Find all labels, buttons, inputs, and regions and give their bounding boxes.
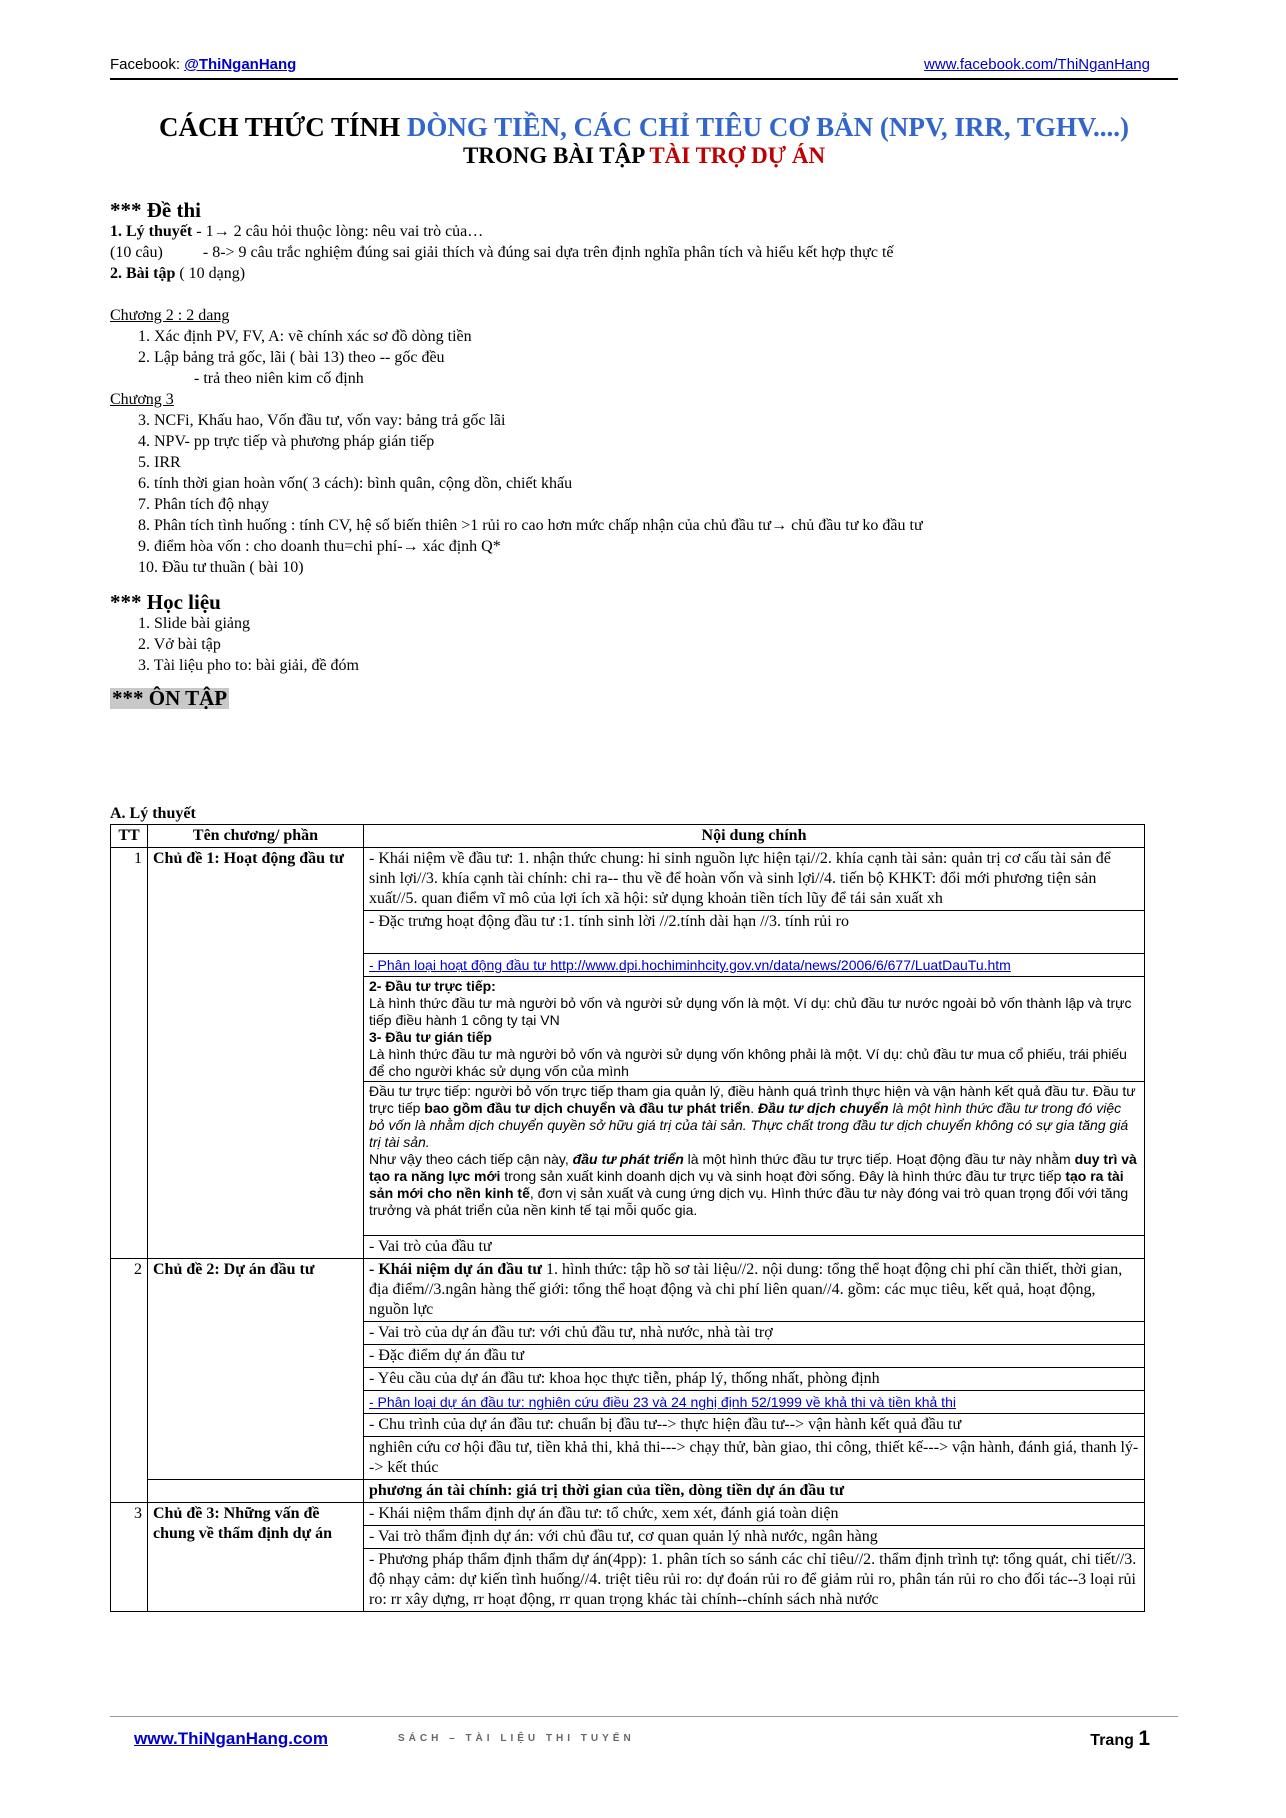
content-cell: - Yêu cầu của dự án đầu tư: khoa học thực tiễn, pháp lý, thống nhất, phòng định	[364, 1368, 1145, 1391]
facebook-label: Facebook:	[110, 56, 181, 73]
exam-heading: *** Đề thi	[110, 198, 201, 222]
text-span: trong sản xuất kinh doanh dịch vụ và sinh hoạt đời sống. Đây là hình thức đầu tư trực tiếp	[500, 1168, 1066, 1184]
main-content	[110, 200, 1178, 711]
content-cell: - Đặc trưng hoạt động đầu tư :1. tính sinh lời //2.tính dài hạn //3. tính rủi ro	[364, 911, 1145, 954]
materials-heading: *** Học liệu	[110, 590, 221, 614]
text-span: Như vậy theo cách tiếp cận này,	[369, 1151, 573, 1167]
list-item: 10. Đầu tư thuần ( bài 10)	[138, 559, 304, 576]
list-item: 6. tính thời gian hoàn vốn( 3 cách): bình quân, cộng dồn, chiết khấu	[138, 475, 573, 492]
text-span: đầu tư phát triển	[572, 1151, 684, 1167]
row-title: Chủ đề 2: Dự án đầu tư	[148, 1259, 364, 1480]
chapter2-list	[110, 326, 1178, 389]
exercise-label: 2. Bài tập	[110, 265, 176, 282]
footer-site-link[interactable]: www.ThiNganHang.com	[134, 1729, 328, 1748]
row-number: 1	[111, 848, 148, 1259]
content-cell	[364, 1259, 1145, 1322]
content-cell	[364, 954, 1145, 977]
list-item: 1. Slide bài giảng	[138, 615, 250, 632]
chapter3-list	[110, 410, 1178, 578]
content-cell: phương án tài chính: giá trị thời gian của tiền, dòng tiền dự án đầu tư	[364, 1480, 1145, 1503]
theory-text: - 1→ 2 câu hỏi thuộc lòng: nêu vai trò của…	[192, 223, 484, 240]
header-chapter: Tên chương/ phần	[148, 825, 364, 848]
content-cell: - Chu trình của dự án đầu tư: chuẩn bị đầu tư--> thực hiện đầu tư--> vận hành kết quả đầu tư	[364, 1414, 1145, 1437]
page-label: Trang	[1090, 1732, 1139, 1749]
text-span: là một hình thức đầu tư trong đó việc bỏ vốn là nhằm dịch chuyển quyền sở hữu giá trị của tài sản. Thực chất trong đầu tư dịch chuyển không có sự gia tăng giá trị tài sản.	[369, 1100, 1129, 1150]
chapter2-title: Chương 2 : 2 dang	[110, 307, 230, 324]
theory-count: (10 câu)	[110, 244, 163, 261]
theory-line-2	[110, 242, 1178, 263]
content-cell	[364, 1082, 1145, 1236]
text-span: 1. hình thức: tập hồ sơ tài liệu//2. nội dung: tổng thể hoạt động chi phí cần thiết, thời gian, địa điểm//3.ngân hàng thế giới: tổng thể hoạt động và chi phí liên quan//4. gồm: các mục tiêu, kết quả, hoạt động, nguồn lực	[369, 1261, 1123, 1318]
content-cell: - Khái niệm về đầu tư: 1. nhận thức chung: hi sinh nguồn lực hiện tại//2. khía cạnh tài sản: quản trị cơ cấu tài sản để sinh lợi//3. khía cạnh tài chính: chi ra-- thu về để hoàn vốn và sinh lợi//4. tiến bộ KHKT: đổi mới phương tiện sản xuất//5. quan điểm vĩ mô của lợi ích xã hội: sử dụng khoản tiền tích lũy để tái sản xuất xh	[364, 848, 1145, 911]
theory-text-2: - 8-> 9 câu trắc nghiệm đúng sai giải thích và đúng sai dựa trên định nghĩa phân tích và hiểu kết hợp thực tế	[202, 244, 894, 261]
text-span: Đầu tư trực tiếp: người bỏ vốn trực tiếp tham gia quản lý, điều hành quá trình thực hiện và vận hành kết quả đầu tư. Đầu tư trực tiếp	[369, 1083, 1136, 1116]
title-line-1-b: DÒNG TIỀN, CÁC CHỈ TIÊU CƠ BẢN (NPV, IRR, TGHV....)	[406, 112, 1129, 142]
title-line-1-a: CÁCH THỨC TÍNH	[159, 112, 407, 142]
materials-list	[110, 613, 1178, 676]
list-item: 4. NPV- pp trực tiếp và phương pháp gián tiếp	[138, 433, 435, 450]
row-title	[148, 1480, 364, 1503]
theory-table	[110, 824, 1145, 1612]
text-span: duy trì và tạo ra năng lực mới	[369, 1151, 1137, 1184]
content-cell: - Đặc điểm dự án đầu tư	[364, 1345, 1145, 1368]
list-sub-item: - trả theo niên kim cố định	[194, 370, 364, 387]
list-item: 7. Phân tích độ nhạy	[138, 496, 270, 513]
list-item: 1. Xác định PV, FV, A: vẽ chính xác sơ đồ dòng tiền	[138, 328, 472, 345]
indirect-investment-title: 3- Đầu tư gián tiếp	[369, 1029, 492, 1045]
table-row	[111, 848, 1145, 911]
watermark	[710, 10, 742, 60]
title-line-2-b: TÀI TRỢ DỰ ÁN	[649, 143, 826, 168]
page-header	[110, 56, 1178, 80]
content-cell: - Phương pháp thẩm định thẩm dự án(4pp): 1. phân tích so sánh các chỉ tiêu//2. thẩm định trình tự: tổng quát, chi tiết//3. độ nhạy cảm: dự kiến tình huống//4. triệt tiêu rủi ro: dự đoán rủi ro để giảm rủi ro, phân tán rủi ro cho đối tác--3 loại rủi ro: rr xây dựng, rr hoạt động, rr quan trọng khác tài chính--chính sách nhà nước	[364, 1549, 1145, 1612]
project-classification-link[interactable]: - Phân loại dự án đầu tư: nghiên cứu điều 23 và 24 nghị định 52/1999 về khả thi và tiền khả thi	[369, 1394, 956, 1410]
page-footer	[110, 1716, 1178, 1750]
direct-investment-text: Là hình thức đầu tư mà người bỏ vốn và người sử dụng vốn là một. Ví dụ: chủ đầu tư nước ngoài bỏ vốn thành lập và trực tiếp điều hành 1 công ty tại VN	[369, 995, 1132, 1028]
row-title: Chủ đề 1: Hoạt động đầu tư	[148, 848, 364, 1259]
list-item: 9. điểm hòa vốn : cho doanh thu=chi phí-→ xác định Q*	[138, 538, 501, 555]
page-number	[1090, 1727, 1150, 1751]
text-span: tạo ra tài sản mới cho nền kinh tế	[369, 1168, 1124, 1201]
facebook-handle-link[interactable]: @ThiNganHang	[184, 56, 297, 73]
list-item: 3. NCFi, Khấu hao, Vốn đầu tư, vốn vay: bảng trả gốc lãi	[138, 412, 506, 429]
table-row	[111, 1259, 1145, 1322]
exercise-line	[110, 263, 1178, 284]
list-item: 8. Phân tích tình huống : tính CV, hệ số biến thiên >1 rủi ro cao hơn mức chấp nhận của chủ đầu tư→ chủ đầu tư ko đầu tư	[138, 517, 923, 534]
text-span: bao gồm đầu tư dịch chuyển và đầu tư phát triển	[424, 1100, 751, 1116]
direct-investment-title: 2- Đầu tư trực tiếp:	[369, 978, 496, 994]
title-line-2	[110, 143, 1178, 169]
text-span: - Khái niệm dự án đầu tư	[369, 1261, 543, 1278]
content-cell: - Vai trò của đầu tư	[364, 1236, 1145, 1259]
title-line-2-a: TRONG BÀI TẬP	[462, 143, 650, 168]
chapter3-title: Chương 3	[110, 391, 174, 408]
facebook-url-link[interactable]: www.facebook.com/ThiNganHang	[924, 56, 1150, 73]
classification-link[interactable]: - Phân loại hoạt động đầu tư http://www.dpi.hochiminhcity.gov.vn/data/news/2006/6/677/LuatDauTu.htm	[369, 957, 1011, 973]
header-tt: TT	[111, 825, 148, 848]
content-cell: - Vai trò của dự án đầu tư: với chủ đầu tư, nhà nước, nhà tài trợ	[364, 1322, 1145, 1345]
title-line-1	[110, 112, 1178, 143]
list-item: 2. Vở bài tập	[138, 636, 221, 653]
theory-line	[110, 221, 1178, 242]
row-title: Chủ đề 3: Những vấn đề chung về thẩm định dự án	[148, 1503, 364, 1612]
header-content: Nội dung chính	[364, 825, 1145, 848]
review-heading: *** ÔN TẬP	[112, 686, 228, 710]
footer-tagline: SÁCH – TÀI LIỆU THI TUYỂN	[398, 1733, 635, 1744]
content-cell: nghiên cứu cơ hội đầu tư, tiền khả thi, khả thi---> chạy thử, bàn giao, thi công, thiết kế---> vận hành, đánh giá, thanh lý--> kết thúc	[364, 1437, 1145, 1480]
table-row	[111, 1480, 1145, 1503]
theory-label: 1. Lý thuyết	[110, 223, 193, 240]
text-span: .	[750, 1100, 759, 1116]
row-number: 3	[111, 1503, 148, 1612]
list-item: 2. Lập bảng trả gốc, lãi ( bài 13) theo -- gốc đều	[138, 349, 445, 366]
table-row	[111, 1503, 1145, 1526]
theory-table-label: A. Lý thuyết	[110, 805, 196, 822]
exercise-text: ( 10 dạng)	[175, 265, 246, 282]
facebook-info	[110, 56, 296, 73]
table-header-row	[111, 825, 1145, 848]
page-number-value: 1	[1138, 1727, 1150, 1750]
text-span: Đầu tư dịch chuyển	[758, 1100, 889, 1116]
list-item: 5. IRR	[138, 454, 181, 471]
document-title	[110, 112, 1178, 169]
row-number: 2	[111, 1259, 148, 1503]
text-span: , đơn vị sản xuất và cung ứng dịch vụ. Hình thức đầu tư này đóng vai trò quan trọng đối với tăng trưởng và phát triển của nền kinh tế tại mỗi quốc gia.	[369, 1185, 1129, 1218]
content-cell: - Khái niệm thẩm định dự án đầu tư: tổ chức, xem xét, đánh giá toàn diện	[364, 1503, 1145, 1526]
indirect-investment-text: Là hình thức đầu tư mà người bỏ vốn và người sử dụng vốn không phải là một. Ví dụ: chủ đầu tư mua cổ phiếu, trái phiếu để cho người khác sử dụng vốn của mình	[369, 1046, 1127, 1079]
content-cell	[364, 977, 1145, 1082]
list-item: 3. Tài liệu pho to: bài giải, đề đóm	[138, 657, 359, 674]
text-span: là một hình thức đầu tư trực tiếp. Hoạt động đầu tư này nhằm	[683, 1151, 1075, 1167]
content-cell: - Vai trò thẩm định dự án: với chủ đầu tư, cơ quan quản lý nhà nước, ngân hàng	[364, 1526, 1145, 1549]
content-cell	[364, 1391, 1145, 1414]
